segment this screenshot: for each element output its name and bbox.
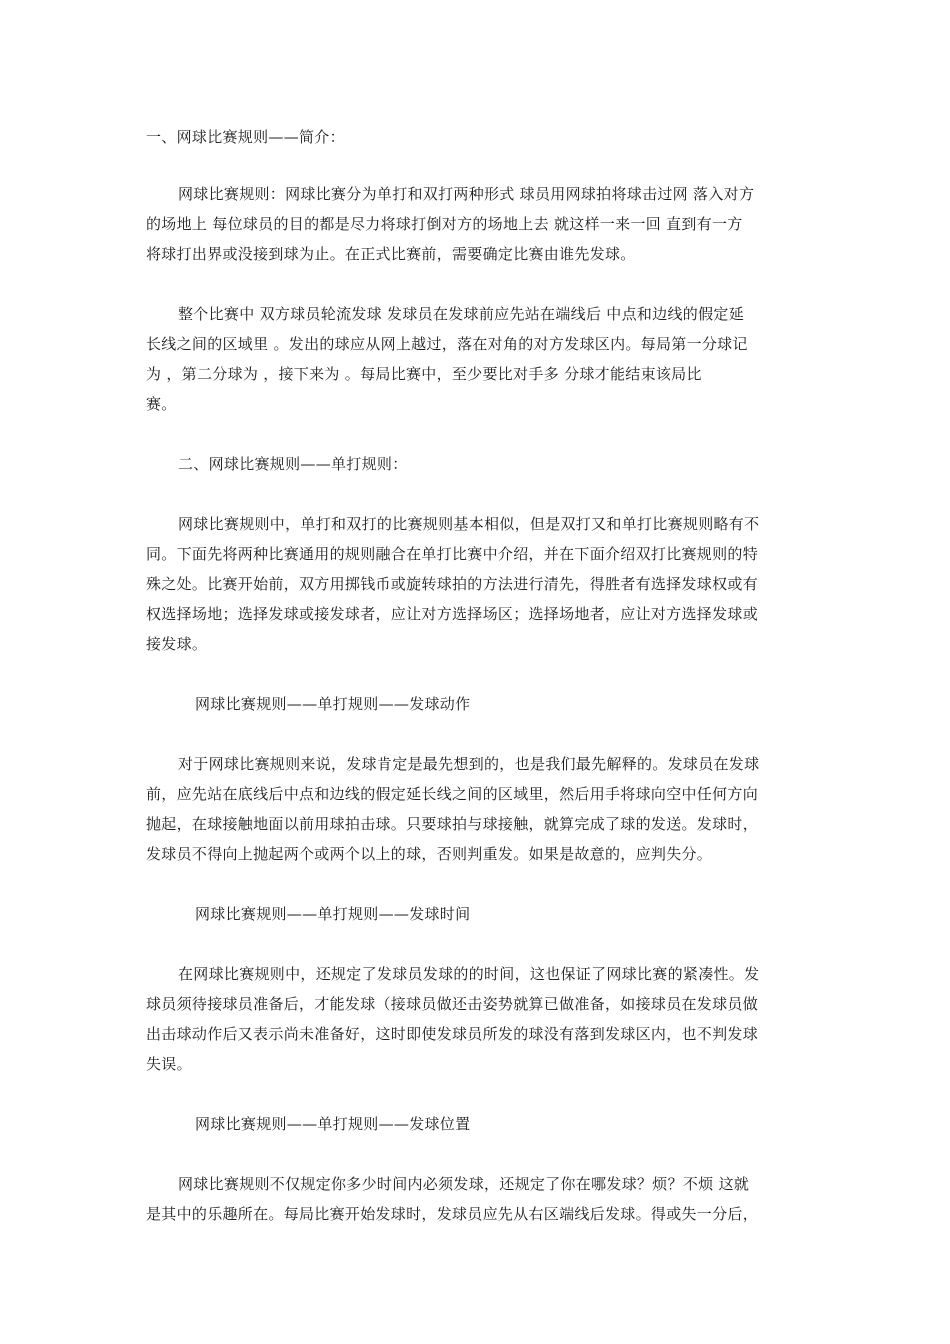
subheading-serve-action: 网球比赛规则——单打规则——发球动作 [195, 695, 471, 713]
paragraph-line: 出击球动作后又表示尚未准备好，这时即使发球员所发的球没有落到发球区内，也不判发球 [146, 1025, 759, 1043]
subheading-serve-time: 网球比赛规则——单打规则——发球时间 [195, 905, 471, 923]
paragraph-line: 的场地上 每位球员的目的都是尽力将球打倒对方的场地上去 就这样一来一回 直到有一方 [146, 215, 743, 233]
paragraph-line: 网球比赛规则中，单打和双打的比赛规则基本相似，但是双打又和单打比赛规则略有不 [178, 515, 760, 533]
paragraph-line: 是其中的乐趣所在。每局比赛开始发球时，发球员应先从右区端线后发球。得或失一分后， [146, 1205, 759, 1223]
paragraph-line: 网球比赛规则：网球比赛分为单打和双打两种形式 球员用网球拍将球击过网 落入对方 [178, 185, 755, 203]
section-heading-singles: 二、网球比赛规则——单打规则： [178, 455, 408, 473]
paragraph-line: 权选择场地；选择发球或接发球者，应让对方选择场区；选择场地者，应让对方选择发球或 [146, 605, 759, 623]
section-heading-intro: 一、网球比赛规则——简介： [146, 128, 345, 146]
paragraph-line: 为 ，第二分球为 ，接下来为 。每局比赛中，至少要比对手多 分球才能结束该局比 [146, 365, 702, 383]
subheading-serve-position: 网球比赛规则——单打规则——发球位置 [195, 1115, 471, 1133]
paragraph-line: 赛。 [146, 395, 177, 413]
paragraph-line: 失误。 [146, 1055, 192, 1073]
paragraph-line: 长线之间的区域里 。发出的球应从网上越过，落在对角的对方发球区内。每局第一分球记 [146, 335, 748, 353]
paragraph-line: 同。下面先将两种比赛通用的规则融合在单打比赛中介绍，并在下面介绍双打比赛规则的特 [146, 545, 759, 563]
paragraph-line: 球员须待接球员准备后，才能发球（接球员做还击姿势就算已做准备，如接球员在发球员做 [146, 995, 759, 1013]
paragraph-line: 接发球。 [146, 635, 208, 653]
paragraph-line: 将球打出界或没接到球为止。在正式比赛前，需要确定比赛由谁先发球。 [146, 245, 636, 263]
paragraph-line: 抛起，在球接触地面以前用球拍击球。只要球拍与球接触，就算完成了球的发送。发球时， [146, 815, 759, 833]
paragraph-line: 在网球比赛规则中，还规定了发球员发球的的时间，这也保证了网球比赛的紧凑性。发 [178, 965, 760, 983]
paragraph-line: 整个比赛中 双方球员轮流发球 发球员在发球前应先站在端线后 中点和边线的假定延 [178, 305, 745, 323]
paragraph-line: 对于网球比赛规则来说，发球肯定是最先想到的，也是我们最先解释的。发球员在发球 [178, 755, 760, 773]
paragraph-line: 网球比赛规则不仅规定你多少时间内必须发球，还规定了你在哪发球？烦？不烦 这就 [178, 1175, 750, 1193]
paragraph-line: 前，应先站在底线后中点和边线的假定延长线之间的区域里，然后用手将球向空中任何方向 [146, 785, 759, 803]
paragraph-line: 殊之处。比赛开始前，双方用掷钱币或旋转球拍的方法进行清先，得胜者有选择发球权或有 [146, 575, 759, 593]
paragraph-line: 发球员不得向上抛起两个或两个以上的球，否则判重发。如果是故意的，应判失分。 [146, 845, 713, 863]
